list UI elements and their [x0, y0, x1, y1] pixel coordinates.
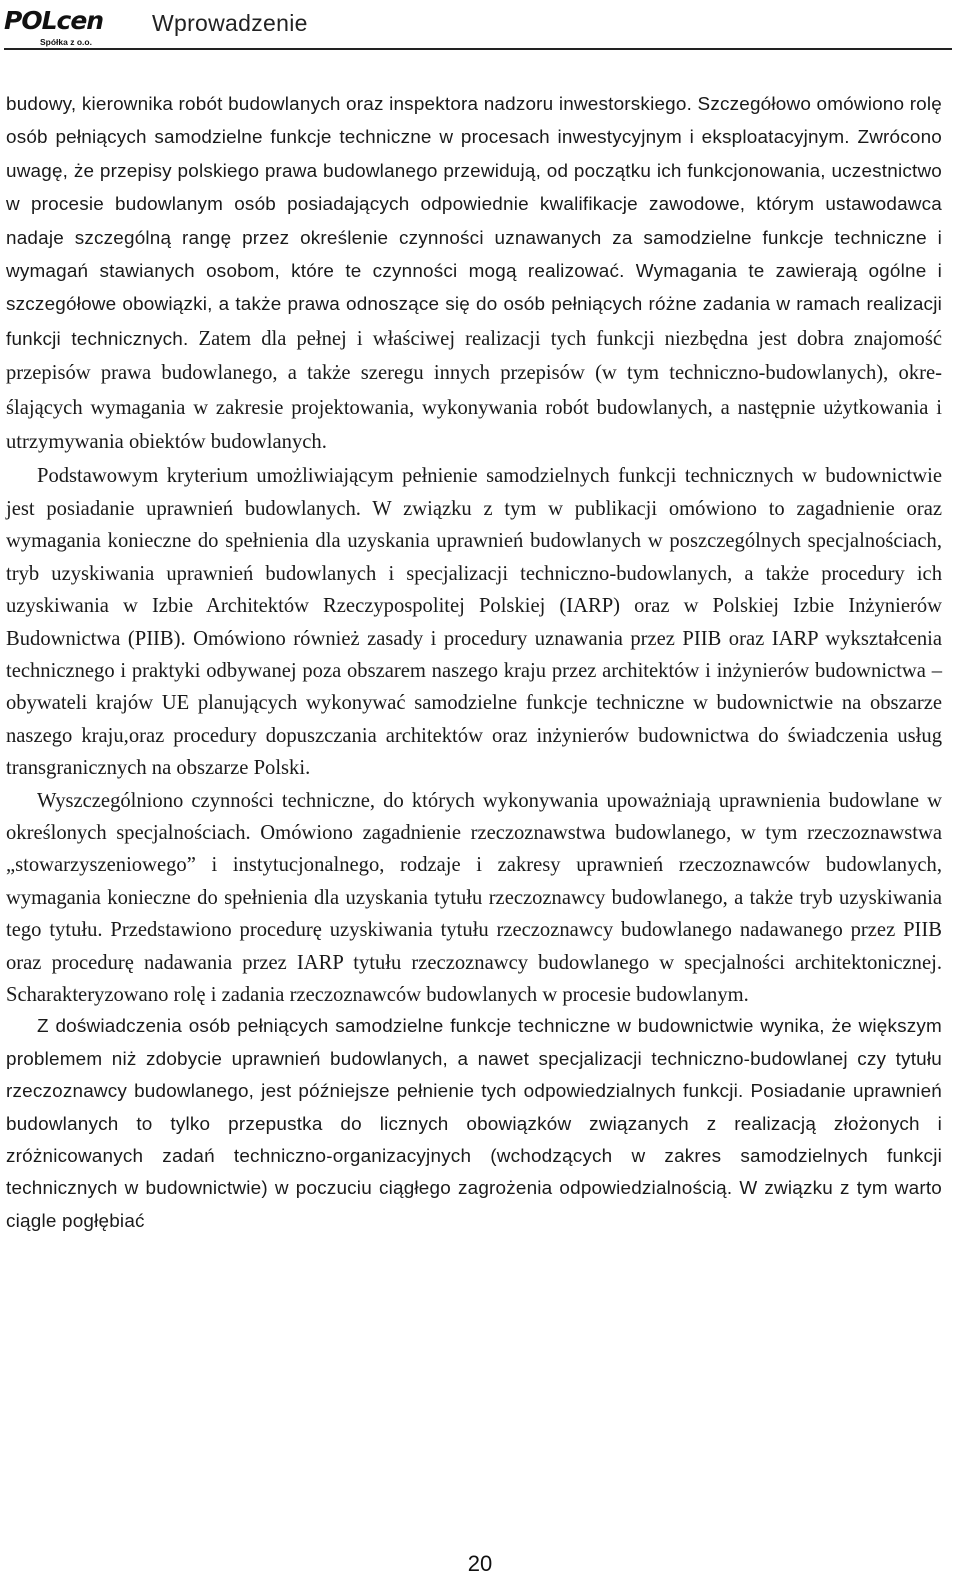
logo-subtext: Spółka z o.o.	[40, 37, 92, 47]
paragraph-2: Podstawowym kryterium umożliwiającym pełnienie samodzielnych funkcji technicznych w budownictwie jest posiadanie uprawnień budowlanych. W związku z tym w publikacji omówiono to zagadnienie oraz wymagania konieczne do spełnienia dla uzyskania uprawnień budowlanych w poszczególnych specjalnościach, tryb uzyskiwania uprawnień budowlanych i specjalizacji techniczno-budowlanych, a także procedury ich uzyskiwania w Izbie Architektów Rzeczypospolitej Polskiej (IARP) oraz w Polskiej Izbie Inżynierów Budownictwa (PIIB). Omówiono również zasady i procedury uznawania przez PIIB oraz IARP wykształcenia technicznego i praktyki odbywanej poza obszarem naszego kraju przez architektów i inżynierów budownictwa – obywateli krajów UE planujących wykonywać samodzielne funkcje techniczne w budownictwie na obszarze naszego kraju,oraz procedury dopuszczania architektów oraz inżynierów budownictwa do świadczenia usług transgranicznych na obszarze Polski.	[6, 465, 942, 780]
page-number: 20	[467, 1551, 493, 1576]
page-header	[4, 4, 952, 50]
header-divider	[4, 48, 952, 50]
logo-wordmark: POLcen	[4, 6, 104, 35]
paragraph-3: Wyszczególniono czynności techniczne, do których wykonywania upoważniają uprawnienia budowlane w określonych specjalnościach. Omówiono zagadnienie rzeczoznawstwa budowlanego, w tym rzeczoznawstwa „stowarzyszeniowego” i instytucjonalnego, rodzaje i zakresy uprawnień rzeczoznawców budowlanych, wymagania konieczne do spełnienia dla uzyskania tytułu rzeczoznawcy budowlanego, a także tryb uzyskiwania tego tytułu. Przedstawiono procedurę uzyskiwania tytułu rzeczoznawcy budowlanego nadawanego przez PIIB oraz procedurę nadawania przez IARP tytułu rzeczoznawcy budowlanego w specjalności architektonicznej. Scharakteryzowano rolę i zadania rzeczoznawców budowlanych w procesie budowlanym.	[6, 789, 942, 1006]
publisher-logo	[4, 6, 104, 50]
paragraph-1	[6, 89, 942, 460]
page-body	[6, 89, 942, 1238]
paragraph-4: Z doświadczenia osób pełniących samodzielne funkcje techniczne w budownictwie wynika, że większym problemem niż zdobycie uprawnień budowlanych, a nawet specjalizacji techniczno-budowlanej czy tytułu rzeczoznawcy budowlanego, jest późniejsze pełnienie tych odpowiedzialnych funkcji. Posiadanie uprawnień budowlanych to tylko przepustka do licznych obowiązków związanych z realizacją złożonych i zróżnicowanych zadań techniczno-organizacyjnych (wchodzących w zakres samodzielnych funkcji technicznych w budownictwie) w poczuciu ciągłego zagrożenia odpowiedzialnością. W związku z tym warto ciągle pogłębiać	[6, 1016, 942, 1232]
paragraph-1-sans-run: budowy, kierownika robót budowlanych oraz inspektora nadzoru inwestorskiego. Szczegółowo omówiono rolę osób pełniących samodzielne funkcje techniczne w procesach inwestycyjnym i eksploatacyjnym. Zwrócono uwagę, że przepisy polskiego prawa budowlanego przewidują, od początku ich funkcjonowania, uczestnictwo w procesie budowlanym osób posiadających odpowiednie kwalifikacje zawodowe, którym ustawodawca nadaje szczególną rangę przez określenie czynności uznawanych za samodzielne funkcje techniczne i wymagań stawianych osobom, które te czynności mogą realizować. Wymagania te zawierają ogólne i szczegółowe obowiązki, a także prawa odnoszące się do osób pełniących różne zadania w ramach realizacji funkcji technicznych.	[6, 94, 942, 350]
running-header-title: Wprowadzenie	[152, 10, 308, 36]
paragraph-1-serif-run: Zatem dla pełnej i właściwej realizacji tych funkcji niezbędna jest dobra znajomość przepisów prawa budowlanego, a także szeregu innych przepisów (w tym techniczno-budowlanych), określających wymagania w zakresie projektowania, wykonywania robót budowlanych, a następnie użytkowania i utrzymywania obiektów budowlanych.	[6, 327, 942, 454]
